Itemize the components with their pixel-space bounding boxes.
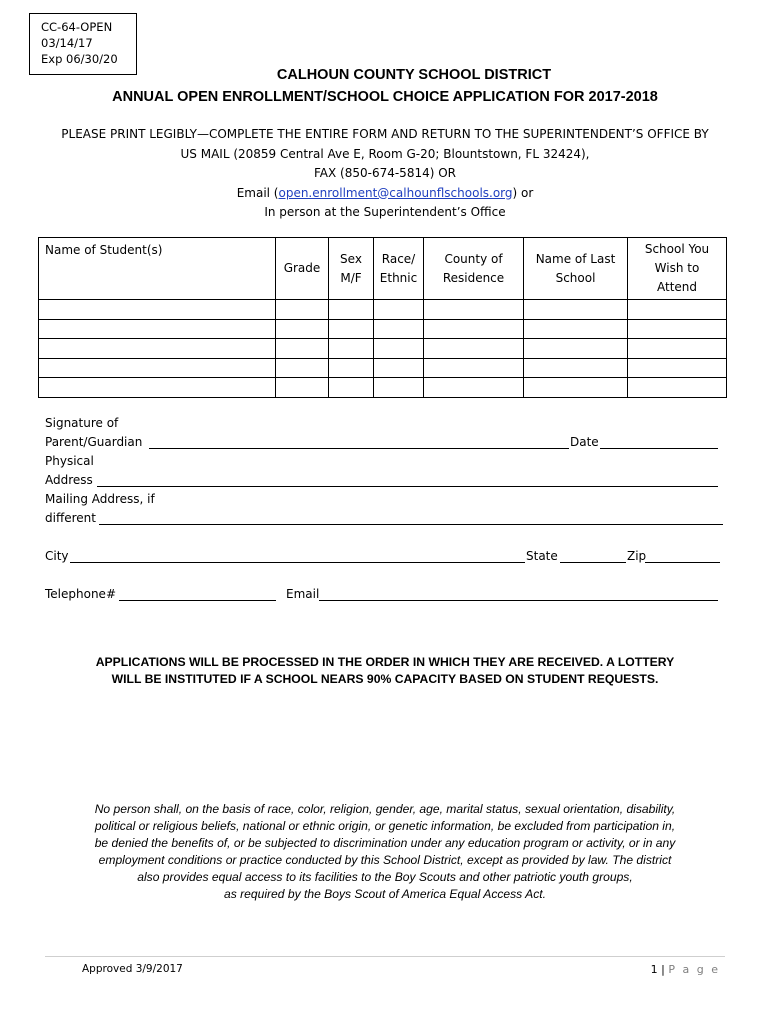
header-sex-line: Sex	[340, 251, 362, 266]
cell-school-wish[interactable]	[628, 300, 727, 320]
city-label: City	[45, 549, 69, 563]
physical-address-label-line1: Physical	[45, 454, 94, 468]
cell-race[interactable]	[374, 378, 424, 398]
physical-address-field[interactable]	[97, 486, 718, 487]
cell-sex[interactable]	[329, 319, 374, 339]
email-field[interactable]	[319, 600, 718, 601]
signature-field[interactable]	[149, 448, 569, 449]
cell-race[interactable]	[374, 358, 424, 378]
telephone-label: Telephone#	[45, 587, 116, 601]
footer-divider	[45, 956, 725, 957]
signature-label-line2: Parent/Guardian	[45, 435, 143, 449]
table-row	[39, 358, 727, 378]
fax-number: FAX (850-674-5814) OR	[313, 166, 456, 180]
page-number-value: 1	[650, 963, 658, 976]
header-race-line: Ethnic	[379, 270, 418, 285]
table-row	[39, 378, 727, 398]
zip-label: Zip	[627, 549, 647, 563]
header-race-line: Race/	[381, 251, 416, 266]
form-code-date: 03/14/17	[41, 36, 93, 50]
cell-sex[interactable]	[329, 339, 374, 359]
cell-last-school[interactable]	[524, 300, 628, 320]
cell-student-name[interactable]	[39, 358, 276, 378]
cell-sex[interactable]	[329, 378, 374, 398]
email-suffix: ) or	[512, 185, 534, 200]
page-separator: |	[661, 963, 665, 976]
statement-line: political or religious beliefs, national or ethnic origin, or genetic information, be excluded from participation in,	[94, 819, 676, 833]
table-row	[39, 339, 727, 359]
instructions-line: PLEASE PRINT LEGIBLY—COMPLETE THE ENTIRE FORM AND RETURN TO THE SUPERINTENDENT’S OFFICE BY	[61, 127, 709, 141]
header-last-school	[524, 238, 628, 300]
header-race	[374, 238, 424, 300]
cell-grade[interactable]	[276, 358, 329, 378]
cell-county[interactable]	[424, 358, 524, 378]
cell-student-name[interactable]	[39, 319, 276, 339]
table-row	[39, 300, 727, 320]
form-code-line: CC-64-OPEN	[41, 20, 113, 34]
cell-grade[interactable]	[276, 339, 329, 359]
cell-sex[interactable]	[329, 358, 374, 378]
cell-grade[interactable]	[276, 300, 329, 320]
signature-label-line1: Signature of	[45, 416, 119, 430]
cell-county[interactable]	[424, 339, 524, 359]
mailing-address-label-line1: Mailing Address, if	[45, 492, 155, 506]
email-label: Email	[286, 587, 320, 601]
in-person-instruction: In person at the Superintendent’s Office	[264, 205, 506, 219]
page-word: P a g e	[668, 963, 720, 976]
telephone-field[interactable]	[119, 600, 276, 601]
page-number	[651, 963, 720, 976]
cell-student-name[interactable]	[39, 339, 276, 359]
cell-last-school[interactable]	[524, 358, 628, 378]
cell-race[interactable]	[374, 339, 424, 359]
state-label: State	[526, 549, 558, 563]
cell-last-school[interactable]	[524, 319, 628, 339]
zip-field[interactable]	[645, 562, 720, 563]
header-sex-line: M/F	[340, 270, 362, 285]
header-school-wish-line: Wish to	[654, 261, 700, 275]
header-sex	[329, 238, 374, 300]
state-field[interactable]	[560, 562, 626, 563]
cell-county[interactable]	[424, 378, 524, 398]
header-grade: Grade	[276, 238, 329, 300]
form-code-expiry: Exp 06/30/20	[41, 52, 118, 66]
date-field[interactable]	[600, 448, 718, 449]
cell-school-wish[interactable]	[628, 339, 727, 359]
cell-student-name[interactable]	[39, 300, 276, 320]
cell-student-name[interactable]	[39, 378, 276, 398]
instructions	[0, 125, 770, 223]
header-last-school-line: Name of Last	[535, 251, 616, 266]
student-table	[38, 237, 727, 398]
document-title	[0, 64, 770, 108]
header-county	[424, 238, 524, 300]
header-school-wish-line: Attend	[656, 280, 697, 294]
header-last-school-line: School	[555, 270, 596, 285]
cell-last-school[interactable]	[524, 378, 628, 398]
email-link[interactable]: open.enrollment@calhounflschools.org	[278, 185, 513, 200]
email-instruction	[0, 184, 770, 204]
cell-race[interactable]	[374, 319, 424, 339]
mail-address: US MAIL (20859 Central Ave E, Room G-20; Blountstown, FL 32424),	[180, 146, 590, 161]
email-prefix: Email (	[236, 185, 279, 200]
cell-sex[interactable]	[329, 300, 374, 320]
cell-last-school[interactable]	[524, 339, 628, 359]
cell-grade[interactable]	[276, 319, 329, 339]
district-name: CALHOUN COUNTY SCHOOL DISTRICT	[276, 67, 552, 83]
mailing-address-label-line2: different	[45, 511, 96, 525]
header-school-wish-line: School You	[644, 242, 710, 256]
header-county-line: Residence	[442, 270, 505, 285]
date-label: Date	[570, 435, 599, 449]
statement-line: No person shall, on the basis of race, color, religion, gender, age, marital status, sexual orientation, disability,	[94, 802, 676, 816]
student-table-header	[39, 238, 727, 300]
cell-school-wish[interactable]	[628, 319, 727, 339]
city-field[interactable]	[70, 562, 525, 563]
notice-line: WILL BE INSTITUTED IF A SCHOOL NEARS 90% CAPACITY BASED ON STUDENT REQUESTS.	[111, 672, 659, 686]
application-title: ANNUAL OPEN ENROLLMENT/SCHOOL CHOICE APPLICATION FOR 2017-2018	[112, 89, 658, 105]
cell-county[interactable]	[424, 300, 524, 320]
statement-line: also provides equal access to its facilities to the Boy Scouts and other patriotic youth groups,	[137, 870, 633, 884]
statement-line: employment conditions or practice conducted by this School District, except as provided by law. The district	[98, 853, 672, 867]
cell-school-wish[interactable]	[628, 378, 727, 398]
nondiscrimination-statement	[0, 801, 770, 903]
statement-line: be denied the benefits of, or be subjected to discrimination under any education program or activity, or in any	[94, 836, 676, 850]
mailing-address-field[interactable]	[99, 524, 723, 525]
physical-address-label-line2: Address	[45, 473, 93, 487]
notice-line: APPLICATIONS WILL BE PROCESSED IN THE ORDER IN WHICH THEY ARE RECEIVED. A LOTTERY	[95, 655, 675, 669]
cell-race[interactable]	[374, 300, 424, 320]
cell-grade[interactable]	[276, 378, 329, 398]
cell-school-wish[interactable]	[628, 358, 727, 378]
statement-line: as required by the Boys Scout of America Equal Access Act.	[224, 887, 546, 901]
header-student-name: Name of Student(s)	[39, 238, 276, 300]
cell-county[interactable]	[424, 319, 524, 339]
header-school-wish	[628, 238, 727, 300]
lottery-notice	[0, 654, 770, 688]
header-county-line: County of	[444, 251, 503, 266]
table-row	[39, 319, 727, 339]
approved-date: Approved 3/9/2017	[82, 963, 183, 975]
